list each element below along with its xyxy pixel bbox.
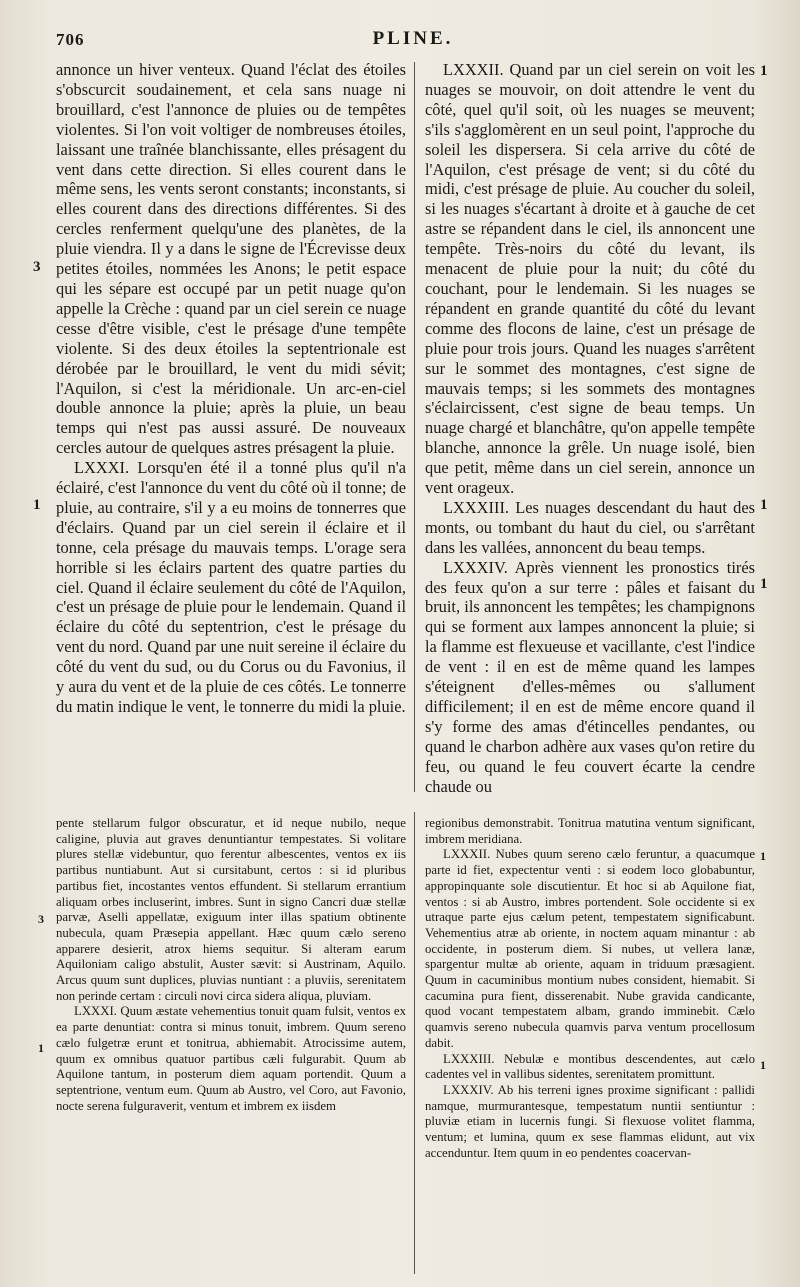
column-divider-bottom <box>414 812 415 1274</box>
margin-number: 1 <box>760 1058 766 1072</box>
margin-number: 3 <box>33 259 41 275</box>
latin-column-right <box>425 816 755 1278</box>
running-title: PLINE. <box>372 28 454 49</box>
page-header <box>56 26 770 56</box>
latin-paragraph-lxxxiv: LXXXIV. Ab his terreni ignes proxime significant : pallidi namque, murmurantesque, tempestatum nuntii sentiuntur : pluviæ etiam in lucernis fungi. Si flexuose volitet flamma, ventum; et lumina, quum ex sese flammas elidunt, aut vix accenduntur. Item quum in eo pendentes coacervan- <box>425 1082 755 1160</box>
column-divider-top <box>414 62 415 792</box>
latin-column-left <box>56 816 406 1278</box>
latin-paragraph-lxxxi: LXXXI. Quum æstate vehementius tonuit quam fulsit, ventos ex ea parte denuntiat: contra si minus tonuit, imbrem. Quum sereno cælo fulgetræ erunt et tonitrua, abhiemabit. Atrocissime autem, quum ex omnibus quatuor partibus cæli fulgurabit. Quum ab Aquilone tantum, in posterum diem aquam portendit. Quum a septentrione, ventum eum. Quum ab Austro, vel Coro, aut Favonio, nocte serena fulguraverit, ventum et imbrem ex iisdem <box>56 1004 406 1113</box>
latin-paragraph-lxxxiii: LXXXIII. Nebulæ e montibus descendentes, aut cælo cadentes vel in vallibus sidentes, serenitatem promittunt. <box>425 1051 755 1082</box>
french-paragraph-lxxxi: LXXXI. Lorsqu'en été il a tonné plus qu'il n'a éclairé, c'est l'annonce du vent du côté où il tonne; de pluie, au contraire, s'il y a eu moins de tonnerres que d'éclairs. Quand par un ciel serein il éclaire et il tonne, cela présage du mauvais temps. L'orage sera horrible si les éclairs partent des quatre parties du ciel. Quand il éclaire seulement du côté de l'Aquilon, c'est un présage de pluie pour le lendemain. Quand il éclaire du côté du septentrion, c'est le présage du vent du nord. Quand par une nuit sereine il éclaire du côté du vent du sud, ou du Corus ou du Favonius, il y aura du vent et de la pluie de ces côtés. Le tonnerre du matin indique le vent, le tonnerre du midi la pluie. <box>56 458 406 716</box>
french-paragraph: annonce un hiver venteux. Quand l'éclat des étoiles s'obscurcit soudainement, et cela sans nuage ni brouillard, c'est l'annonce de pluies ou de tempêtes violentes. Si l'on voit voltiger de nombreuses étoiles, laissant une traînée blanchissante, elles présagent du vent dans cette direction. Si elles courent dans le même sens, les vents seront constants; inconstants, si elles courent dans des directions différentes. Si des cercles renferment quelqu'une des planètes, de la pluie viendra. Il y a dans le signe de l'Écrevisse deux petites étoiles, nommées les Anons; le petit espace qui les sépare est occupé par un petit nuage qu'on appelle la Crèche : quand par un ciel serein ce nuage cesse d'être visible, c'est le présage d'une tempête violente. Si des deux étoiles la septentrionale est dérobée par le brouillard, le vent du midi sévit; l'Aquilon, si c'est la méridionale. Un arc-en-ciel double annonce la pluie; après la pluie, un beau temps qui n'est pas aussi assuré. De nouveaux cercles autour de quelques astres présagent la pluie. <box>56 60 406 458</box>
latin-paragraph: regionibus demonstrabit. Tonitrua matutina ventum significant, imbrem meridiana. <box>425 816 755 846</box>
margin-number: 1 <box>760 576 768 592</box>
french-paragraph-lxxxiii: LXXXIII. Les nuages descendant du haut des monts, ou tombant du haut du ciel, ou s'arrêtant dans les vallées, annoncent du beau temps. <box>425 497 755 557</box>
latin-paragraph-lxxxii: LXXXII. Nubes quum sereno cælo feruntur, a quacumque parte id fiet, expectentur venti : si eodem loco globabuntur, appropinquante sole discutientur. Et hoc si ab Aquilone fiat, ventos : si ab Austro, imbres portendent. Sole occidente si ex utraque parte ejus cælum petent, tempestatem significabunt. Vehementius atræ ab oriente, in noctem aquam minantur : ab occidente, in posterum diem. Si nubes, ut vellera lanæ, spargentur multæ ab oriente, aquam in triduum præsagient. Quum in cacuminibus montium nubes consident, hiemabit. Si cacumina pura fient, disserenabit. Nube gravida candicante, quod vocant tempestatem albam, grando imminebit. Cælo quamvis sereno nubecula quamvis parva ventum procellosum dabit. <box>425 847 755 1050</box>
margin-number: 1 <box>33 497 41 513</box>
french-paragraph-lxxxii: LXXXII. Quand par un ciel serein on voit les nuages se mouvoir, on doit attendre le vent du côté, quel qu'il soit, où les nuages se meuvent; s'ils s'agglomèrent en un seul point, l'approche du soleil les dispersera. Si cela arrive du côté de l'Aquilon, c'est présage de vent; si du côté du midi, c'est présage de pluie. Au coucher du soleil, si les nuages s'écartant à droite et à gauche de cet astre se répandent dans le ciel, ils annoncent une tempête. Très-noirs du côté du levant, ils menacent de pluie pour la nuit; du côté du couchant, pour le lendemain. Si les nuages se répandent en grande quantité du côté du levant comme des flocons de laine, c'est un présage de pluie pour trois jours. Quand les nuages s'arrêtent sur le sommet des montagnes, c'est signe de mauvais temps; si les sommets des montagnes s'éclaircissent, c'est signe de beau temps. Un nuage chargé et blanchâtre, qu'on appelle tempête blanche, annonce la grêle. Un nuage isolé, bien que petit, même dans un ciel serein, annonce un vent orageux. <box>425 60 755 498</box>
french-column-left <box>56 60 406 800</box>
margin-number: 1 <box>760 497 768 513</box>
margin-number: 1 <box>38 1041 44 1055</box>
latin-paragraph: pente stellarum fulgor obscuratur, et id neque nubilo, neque caligine, pluvia aut graves denuntiantur tempestates. Si volitare plures stellæ videbuntur, quo ferentur albescentes, ventos ex iis partibus nuntiabunt. Aut si cursitabunt, certos : si id pluribus partibus fiet, incostantes ventos effundent. Si stellarum errantium aliquam orbes incluserint, imbres. Sunt in signo Cancri duæ stellæ parvæ, Aselli appellatæ, exiguum inter illas spatium obtinente nubecula, quam Præsepia appellant. Hæc quum cælo sereno apparere desierit, atrox hiems sequitur. Si alteram earum Aquiloniam caligo abstulit, Auster sævit: si Austrinam, Aquilo. Arcus quum sunt duplices, pluvias nuntiant : a pluviis, serenitatem non perinde certam : circuli novi circa sidera aliqua, pluviam. <box>56 816 406 1003</box>
french-paragraph-lxxxiv: LXXXIV. Après viennent les pronostics tirés des feux qu'on a sur terre : pâles et faisant du bruit, ils annoncent les tempêtes; les champignons qui se forment aux lampes annoncent la pluie; si la flamme est flexueuse et vacillante, c'est l'indice de vent : il en est de même quand les lampes s'éteignent d'elles-mêmes ou s'allument difficilement; il en est de même encore quand il s'y forme des amas d'étincelles pendantes, ou quand le charbon adhère aux vases qu'on retire du feu, ou quand le feu couvert écarte la cendre chaude ou <box>425 557 755 796</box>
margin-number: 1 <box>760 63 768 79</box>
french-column-right <box>425 60 755 800</box>
margin-number: 3 <box>38 912 44 926</box>
page-number: 706 <box>56 30 85 49</box>
margin-number: 1 <box>760 849 766 863</box>
